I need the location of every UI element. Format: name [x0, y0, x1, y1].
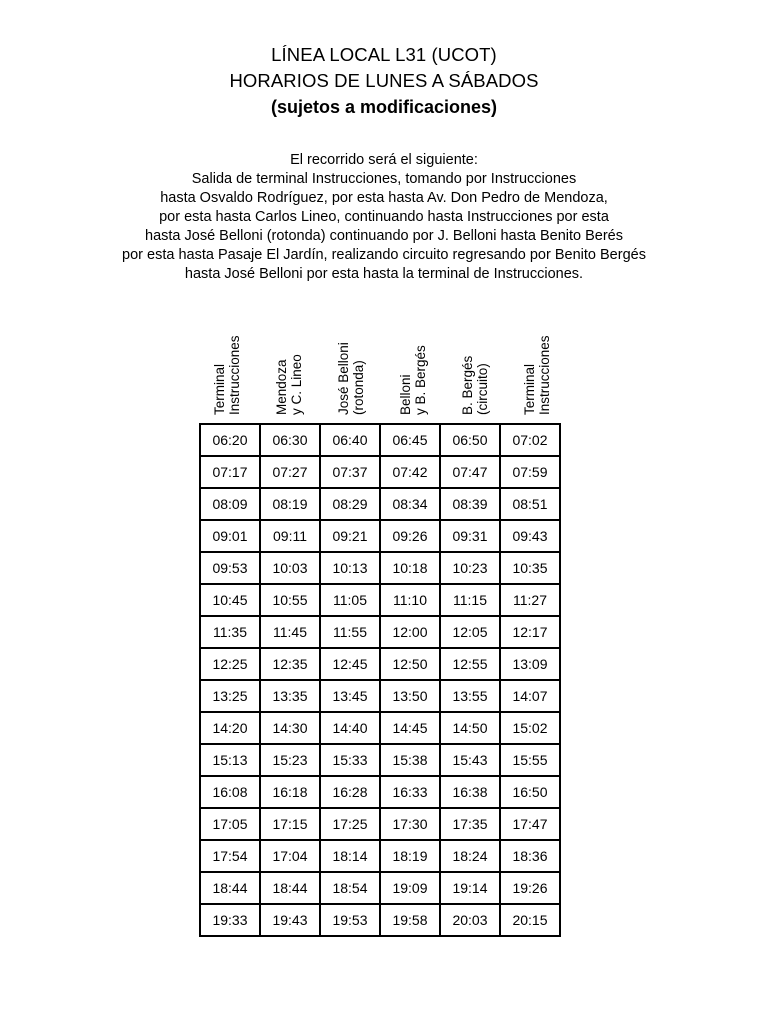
table-row: [200, 456, 560, 488]
time-cell: 17:35: [440, 808, 500, 840]
time-cell: 16:18: [260, 776, 320, 808]
column-header: [386, 322, 448, 418]
title-line-1: LÍNEA LOCAL L31 (UCOT): [271, 44, 497, 65]
column-header-line-1: José Belloni: [336, 342, 351, 415]
time-cell: 08:29: [320, 488, 380, 520]
column-header-line-1: Belloni: [398, 374, 413, 415]
time-cell: 15:33: [320, 744, 380, 776]
route-line: por esta hasta Carlos Lineo, continuando hasta Instrucciones por esta: [159, 209, 609, 225]
time-cell: 15:13: [200, 744, 260, 776]
time-cell: 15:38: [380, 744, 440, 776]
time-cell: 07:02: [500, 424, 560, 456]
time-cell: 08:19: [260, 488, 320, 520]
time-cell: 12:45: [320, 648, 380, 680]
time-cell: 17:47: [500, 808, 560, 840]
column-header-line-2: (rotonda): [351, 360, 366, 415]
table-row: [200, 648, 560, 680]
time-cell: 06:40: [320, 424, 380, 456]
time-cell: 10:55: [260, 584, 320, 616]
time-cell: 14:07: [500, 680, 560, 712]
time-cell: 10:18: [380, 552, 440, 584]
time-cell: 07:42: [380, 456, 440, 488]
time-cell: 07:59: [500, 456, 560, 488]
time-cell: 13:50: [380, 680, 440, 712]
route-line: hasta José Belloni por esta hasta la terminal de Instrucciones.: [184, 266, 584, 282]
time-cell: 14:50: [440, 712, 500, 744]
time-cell: 11:10: [380, 584, 440, 616]
time-cell: 19:09: [380, 872, 440, 904]
time-cell: 12:00: [380, 616, 440, 648]
time-cell: 19:58: [380, 904, 440, 936]
time-cell: 13:09: [500, 648, 560, 680]
time-cell: 09:43: [500, 520, 560, 552]
table-row: [200, 904, 560, 936]
table-row: [200, 680, 560, 712]
time-cell: 16:50: [500, 776, 560, 808]
time-cell: 13:55: [440, 680, 500, 712]
time-cell: 15:23: [260, 744, 320, 776]
time-cell: 20:15: [500, 904, 560, 936]
time-cell: 14:30: [260, 712, 320, 744]
table-row: [200, 840, 560, 872]
time-cell: 12:55: [440, 648, 500, 680]
time-cell: 14:40: [320, 712, 380, 744]
time-cell: 10:03: [260, 552, 320, 584]
time-cell: 17:15: [260, 808, 320, 840]
time-cell: 12:17: [500, 616, 560, 648]
time-cell: 15:02: [500, 712, 560, 744]
time-cell: 09:31: [440, 520, 500, 552]
column-header-line-1: B. Bergés: [460, 355, 475, 415]
time-cell: 11:15: [440, 584, 500, 616]
table-row: [200, 488, 560, 520]
time-cell: 17:30: [380, 808, 440, 840]
column-header-line-2: Instrucciones: [227, 335, 242, 415]
subtitle: (sujetos a modificaciones): [270, 97, 498, 117]
time-cell: 08:34: [380, 488, 440, 520]
column-header: [200, 322, 262, 418]
time-cell: 12:50: [380, 648, 440, 680]
table-row: [200, 520, 560, 552]
table-row: [200, 808, 560, 840]
time-cell: 13:45: [320, 680, 380, 712]
column-headers: [200, 322, 570, 418]
time-cell: 17:05: [200, 808, 260, 840]
time-cell: 20:03: [440, 904, 500, 936]
time-cell: 07:47: [440, 456, 500, 488]
time-cell: 10:35: [500, 552, 560, 584]
route-line: Salida de terminal Instrucciones, tomando por Instrucciones: [191, 171, 577, 187]
time-cell: 19:33: [200, 904, 260, 936]
schedule-table: [199, 423, 561, 937]
time-cell: 18:44: [260, 872, 320, 904]
time-cell: 09:11: [260, 520, 320, 552]
table-row: [200, 552, 560, 584]
column-header-line-1: Terminal: [522, 363, 537, 415]
time-cell: 18:24: [440, 840, 500, 872]
route-description: [0, 151, 768, 284]
column-header-line-1: Mendoza: [274, 359, 289, 415]
time-cell: 19:26: [500, 872, 560, 904]
time-cell: 06:45: [380, 424, 440, 456]
page-title: [0, 42, 768, 120]
time-cell: 07:17: [200, 456, 260, 488]
time-cell: 19:14: [440, 872, 500, 904]
time-cell: 08:51: [500, 488, 560, 520]
time-cell: 14:45: [380, 712, 440, 744]
column-header: [324, 322, 386, 418]
column-header-line-2: Instrucciones: [537, 335, 552, 415]
time-cell: 15:55: [500, 744, 560, 776]
time-cell: 13:25: [200, 680, 260, 712]
time-cell: 07:27: [260, 456, 320, 488]
time-cell: 10:13: [320, 552, 380, 584]
time-cell: 18:14: [320, 840, 380, 872]
time-cell: 16:28: [320, 776, 380, 808]
route-line: El recorrido será el siguiente:: [290, 152, 478, 168]
table-row: [200, 744, 560, 776]
time-cell: 07:37: [320, 456, 380, 488]
time-cell: 18:36: [500, 840, 560, 872]
time-cell: 18:44: [200, 872, 260, 904]
time-cell: 12:25: [200, 648, 260, 680]
column-header-line-2: y B. Bergés: [413, 345, 428, 415]
column-header: [448, 322, 510, 418]
time-cell: 10:45: [200, 584, 260, 616]
time-cell: 16:33: [380, 776, 440, 808]
route-line: hasta Osvaldo Rodríguez, por esta hasta Av. Don Pedro de Mendoza,: [160, 190, 608, 206]
time-cell: 08:09: [200, 488, 260, 520]
time-cell: 08:39: [440, 488, 500, 520]
time-cell: 09:53: [200, 552, 260, 584]
column-header-line-2: (circuito): [475, 363, 490, 415]
time-cell: 11:45: [260, 616, 320, 648]
column-header-line-1: Terminal: [212, 363, 227, 415]
table-row: [200, 424, 560, 456]
time-cell: 06:30: [260, 424, 320, 456]
time-cell: 12:05: [440, 616, 500, 648]
table-row: [200, 712, 560, 744]
time-cell: 17:25: [320, 808, 380, 840]
title-line-2: HORARIOS DE LUNES A SÁBADOS: [229, 70, 539, 91]
time-cell: 14:20: [200, 712, 260, 744]
time-cell: 09:21: [320, 520, 380, 552]
time-cell: 17:54: [200, 840, 260, 872]
time-cell: 17:04: [260, 840, 320, 872]
table-row: [200, 776, 560, 808]
time-cell: 06:50: [440, 424, 500, 456]
route-line: por esta hasta Pasaje El Jardín, realizando circuito regresando por Benito Bergés: [122, 247, 646, 263]
time-cell: 11:05: [320, 584, 380, 616]
time-cell: 09:01: [200, 520, 260, 552]
time-cell: 19:43: [260, 904, 320, 936]
table-row: [200, 616, 560, 648]
time-cell: 18:19: [380, 840, 440, 872]
time-cell: 06:20: [200, 424, 260, 456]
time-cell: 15:43: [440, 744, 500, 776]
time-cell: 09:26: [380, 520, 440, 552]
column-header-line-2: y C. Lineo: [289, 354, 304, 415]
column-header: [262, 322, 324, 418]
table-row: [200, 872, 560, 904]
time-cell: 11:55: [320, 616, 380, 648]
time-cell: 11:27: [500, 584, 560, 616]
time-cell: 10:23: [440, 552, 500, 584]
time-cell: 16:38: [440, 776, 500, 808]
time-cell: 16:08: [200, 776, 260, 808]
route-line: hasta José Belloni (rotonda) continuando por J. Belloni hasta Benito Berés: [145, 228, 623, 244]
time-cell: 11:35: [200, 616, 260, 648]
time-cell: 12:35: [260, 648, 320, 680]
time-cell: 18:54: [320, 872, 380, 904]
time-cell: 19:53: [320, 904, 380, 936]
time-cell: 13:35: [260, 680, 320, 712]
table-row: [200, 584, 560, 616]
column-header: [510, 322, 572, 418]
